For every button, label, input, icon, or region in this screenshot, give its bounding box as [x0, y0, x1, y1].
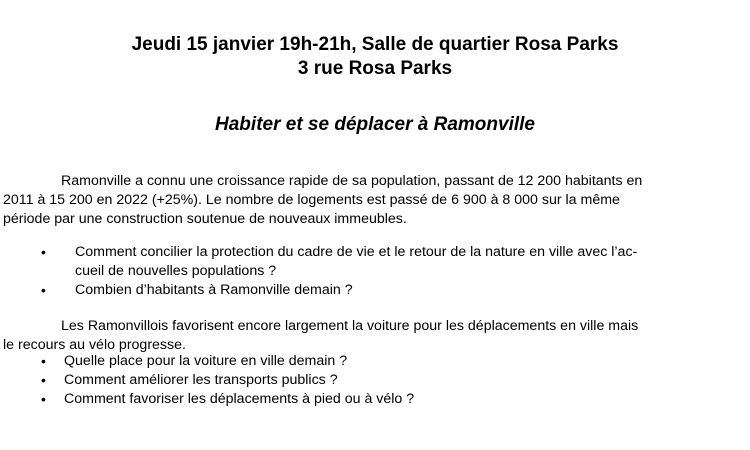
paragraph-line: le recours au vélo progresse. [3, 337, 186, 353]
paragraph-line: période par une construction soutenue de nouveaux immeubles. [3, 211, 407, 227]
bullet-icon: • [41, 372, 46, 388]
bullet-icon: • [41, 244, 46, 260]
list-item [0, 371, 750, 390]
paragraph-line: 2011 à 15 200 en 2022 (+25%). Le nombre de logements est passé de 6 900 à 8 000 sur la même [3, 192, 620, 208]
event-address: 3 rue Rosa Parks [297, 58, 453, 79]
list-item-text: Comment améliorer les transports publics ? [64, 372, 338, 388]
bullet-list-mobility [0, 352, 750, 409]
bullet-icon: • [41, 282, 46, 298]
list-item [0, 390, 750, 409]
list-item [0, 243, 750, 281]
list-item-text-continued: cueil de nouvelles populations ? [75, 263, 277, 279]
event-date-location: Jeudi 15 janvier 19h-21h, Salle de quartier Rosa Parks [131, 34, 619, 55]
list-item-text: Quelle place pour la voiture en ville demain ? [64, 353, 348, 369]
bullet-icon: • [41, 353, 46, 369]
document-subtitle: Habiter et se déplacer à Ramonville [215, 114, 535, 135]
list-item-text: Combien d’habitants à Ramonville demain ? [75, 282, 353, 298]
list-item [0, 281, 750, 300]
list-item-text: Comment concilier la protection du cadre de vie et le retour de la nature en ville avec l’ac- [75, 244, 638, 260]
list-item [0, 352, 750, 371]
event-header [0, 33, 750, 81]
paragraph-population [3, 172, 745, 229]
paragraph-line: Les Ramonvillois favorisent encore largement la voiture pour les déplacements en ville mais [61, 318, 639, 334]
bullet-icon: • [41, 391, 46, 407]
bullet-list-housing [0, 243, 750, 300]
list-item-text: Comment favoriser les déplacements à pied ou à vélo ? [64, 391, 415, 407]
paragraph-mobility [3, 317, 745, 355]
paragraph-line: Ramonville a connu une croissance rapide de sa population, passant de 12 200 habitants en [61, 173, 643, 189]
